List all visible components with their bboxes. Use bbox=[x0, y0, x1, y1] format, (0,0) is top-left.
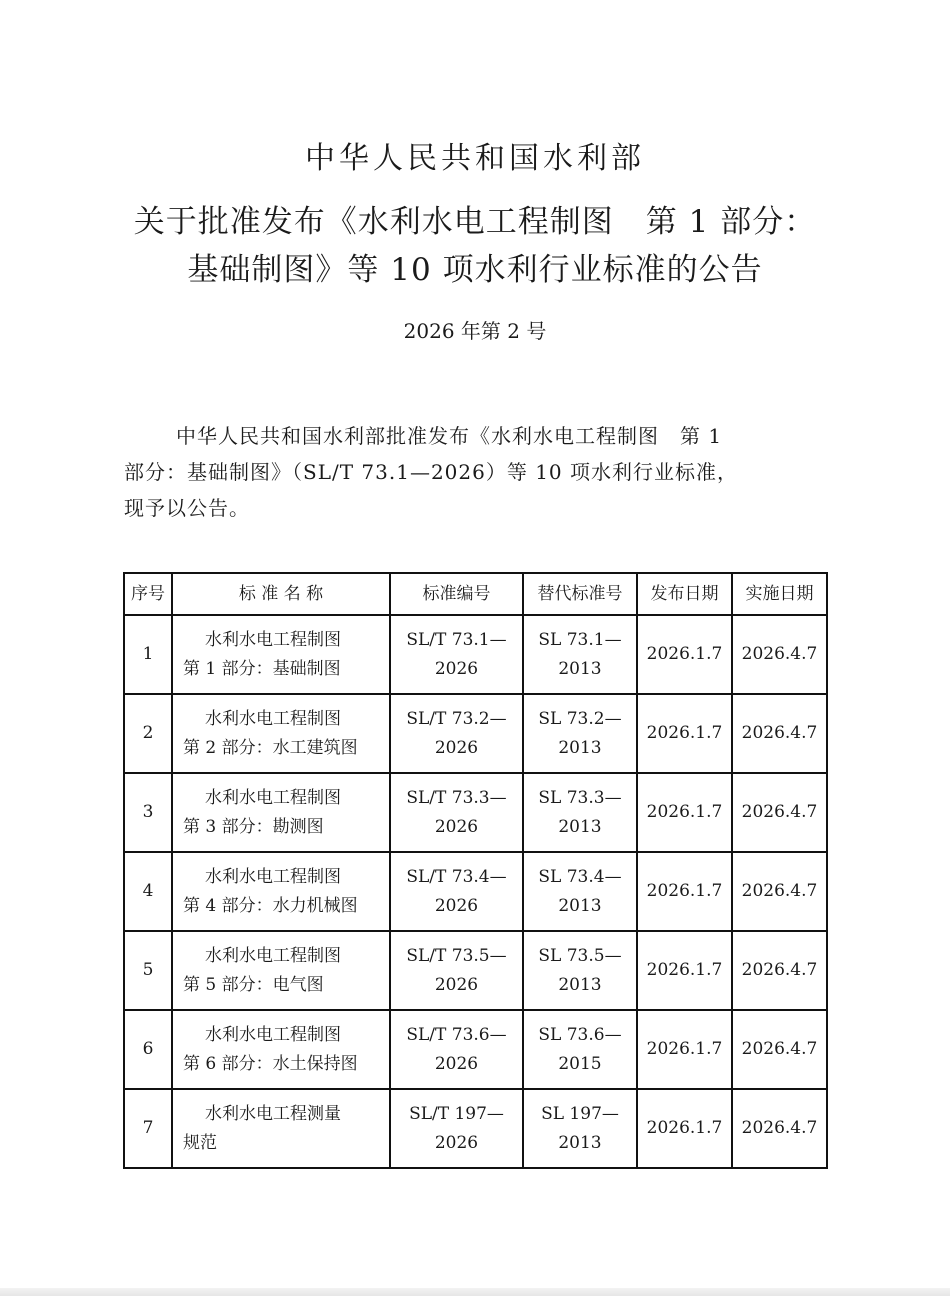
table-row bbox=[124, 852, 827, 931]
row-publish-date: 2026.1.7 bbox=[637, 1089, 732, 1168]
row-name bbox=[172, 931, 390, 1010]
row-code-line-2: 2026 bbox=[434, 1132, 479, 1153]
row-publish-date: 2026.1.7 bbox=[637, 615, 732, 694]
row-replaced-line-2: 2013 bbox=[558, 816, 602, 837]
row-replaced bbox=[523, 615, 637, 694]
row-replaced-line-2: 2013 bbox=[558, 658, 602, 679]
row-name bbox=[172, 1089, 390, 1168]
header-replaced: 替代标准号 bbox=[523, 573, 637, 615]
standards-table bbox=[123, 572, 828, 1169]
row-name-line-1: 水利水电工程制图 bbox=[205, 629, 341, 650]
row-code bbox=[390, 615, 523, 694]
table-row bbox=[124, 1010, 827, 1089]
row-code-line-1: SL/T 73.5— bbox=[406, 945, 507, 966]
row-name bbox=[172, 773, 390, 852]
row-replaced-line-2: 2013 bbox=[558, 974, 602, 995]
row-replaced bbox=[523, 1089, 637, 1168]
row-name-line-2: 第 3 部分：勘测图 bbox=[183, 816, 324, 837]
row-code-line-1: SL/T 73.1— bbox=[406, 629, 507, 650]
row-code-line-2: 2026 bbox=[434, 895, 479, 916]
header-name: 标 准 名 称 bbox=[172, 573, 390, 615]
row-replaced-line-2: 2013 bbox=[558, 737, 602, 758]
title-line-1: 关于批准发布《水利水电工程制图 第 1 部分： bbox=[133, 204, 817, 240]
row-name-line-1: 水利水电工程制图 bbox=[205, 945, 341, 966]
row-name bbox=[172, 694, 390, 773]
row-code-line-1: SL/T 197— bbox=[409, 1103, 504, 1124]
row-name-line-1: 水利水电工程制图 bbox=[205, 708, 341, 729]
row-code-line-2: 2026 bbox=[434, 974, 479, 995]
row-effective-date: 2026.4.7 bbox=[732, 615, 827, 694]
page-bottom-edge bbox=[0, 1288, 950, 1296]
row-name-line-2: 第 1 部分：基础制图 bbox=[183, 658, 341, 679]
row-replaced bbox=[523, 694, 637, 773]
table-row bbox=[124, 694, 827, 773]
table-row bbox=[124, 615, 827, 694]
row-code-line-2: 2026 bbox=[434, 658, 479, 679]
row-code-line-2: 2026 bbox=[434, 737, 479, 758]
row-replaced-line-2: 2015 bbox=[558, 1053, 602, 1074]
row-code-line-1: SL/T 73.3— bbox=[406, 787, 507, 808]
row-code bbox=[390, 1010, 523, 1089]
row-name-line-2: 规范 bbox=[183, 1132, 217, 1153]
row-seq: 6 bbox=[124, 1010, 172, 1089]
body-line-2: 部分：基础制图》（SL/T 73.1—2026）等 10 项水利行业标准， bbox=[124, 460, 739, 484]
row-code-line-1: SL/T 73.4— bbox=[406, 866, 507, 887]
header-effective-date: 实施日期 bbox=[732, 573, 827, 615]
row-effective-date: 2026.4.7 bbox=[732, 931, 827, 1010]
body-paragraph bbox=[124, 418, 834, 526]
row-publish-date: 2026.1.7 bbox=[637, 694, 732, 773]
row-name-line-1: 水利水电工程制图 bbox=[205, 866, 341, 887]
row-name-line-2: 第 6 部分：水土保持图 bbox=[183, 1053, 358, 1074]
row-effective-date: 2026.4.7 bbox=[732, 773, 827, 852]
row-replaced-line-1: SL 73.6— bbox=[538, 1024, 622, 1045]
row-effective-date: 2026.4.7 bbox=[732, 1010, 827, 1089]
row-seq: 1 bbox=[124, 615, 172, 694]
row-replaced-line-1: SL 73.3— bbox=[538, 787, 622, 808]
header-publish-date: 发布日期 bbox=[637, 573, 732, 615]
row-replaced-line-1: SL 197— bbox=[541, 1103, 619, 1124]
row-name bbox=[172, 852, 390, 931]
row-name-line-2: 第 5 部分：电气图 bbox=[183, 974, 324, 995]
row-replaced-line-1: SL 73.5— bbox=[538, 945, 622, 966]
row-code-line-2: 2026 bbox=[434, 1053, 479, 1074]
row-replaced-line-2: 2013 bbox=[558, 1132, 602, 1153]
row-replaced bbox=[523, 773, 637, 852]
title-line-2: 基础制图》等 10 项水利行业标准的公告 bbox=[187, 252, 763, 288]
row-effective-date: 2026.4.7 bbox=[732, 1089, 827, 1168]
row-name bbox=[172, 1010, 390, 1089]
row-replaced-line-2: 2013 bbox=[558, 895, 602, 916]
row-replaced-line-1: SL 73.4— bbox=[538, 866, 622, 887]
row-replaced bbox=[523, 1010, 637, 1089]
row-publish-date: 2026.1.7 bbox=[637, 931, 732, 1010]
row-seq: 3 bbox=[124, 773, 172, 852]
header-code: 标准编号 bbox=[390, 573, 523, 615]
row-code bbox=[390, 694, 523, 773]
table-header-row bbox=[124, 573, 827, 615]
announcement-title bbox=[0, 198, 950, 294]
row-seq: 2 bbox=[124, 694, 172, 773]
header-seq: 序号 bbox=[124, 573, 172, 615]
row-name bbox=[172, 615, 390, 694]
row-name-line-1: 水利水电工程制图 bbox=[205, 1024, 341, 1045]
row-name-line-2: 第 4 部分：水力机械图 bbox=[183, 895, 358, 916]
announcement-number: 2026 年第 2 号 bbox=[403, 319, 547, 343]
row-effective-date: 2026.4.7 bbox=[732, 694, 827, 773]
row-name-line-1: 水利水电工程制图 bbox=[205, 787, 341, 808]
row-publish-date: 2026.1.7 bbox=[637, 773, 732, 852]
row-replaced-line-1: SL 73.1— bbox=[538, 629, 622, 650]
table-row bbox=[124, 931, 827, 1010]
row-publish-date: 2026.1.7 bbox=[637, 852, 732, 931]
row-code bbox=[390, 852, 523, 931]
issuer-heading: 中华人民共和国水利部 bbox=[305, 141, 645, 176]
row-code bbox=[390, 931, 523, 1010]
table-row bbox=[124, 1089, 827, 1168]
row-replaced bbox=[523, 852, 637, 931]
row-code-line-1: SL/T 73.6— bbox=[406, 1024, 507, 1045]
row-code bbox=[390, 773, 523, 852]
row-code-line-1: SL/T 73.2— bbox=[406, 708, 507, 729]
row-replaced-line-1: SL 73.2— bbox=[538, 708, 622, 729]
table-row bbox=[124, 773, 827, 852]
row-code bbox=[390, 1089, 523, 1168]
row-replaced bbox=[523, 931, 637, 1010]
row-publish-date: 2026.1.7 bbox=[637, 1010, 732, 1089]
row-name-line-2: 第 2 部分：水工建筑图 bbox=[183, 737, 358, 758]
row-name-line-1: 水利水电工程测量 bbox=[205, 1103, 341, 1124]
body-line-1: 中华人民共和国水利部批准发布《水利水电工程制图 第 1 bbox=[176, 424, 723, 448]
row-seq: 4 bbox=[124, 852, 172, 931]
row-effective-date: 2026.4.7 bbox=[732, 852, 827, 931]
row-seq: 7 bbox=[124, 1089, 172, 1168]
row-seq: 5 bbox=[124, 931, 172, 1010]
body-line-3: 现予以公告。 bbox=[124, 496, 250, 520]
row-code-line-2: 2026 bbox=[434, 816, 479, 837]
